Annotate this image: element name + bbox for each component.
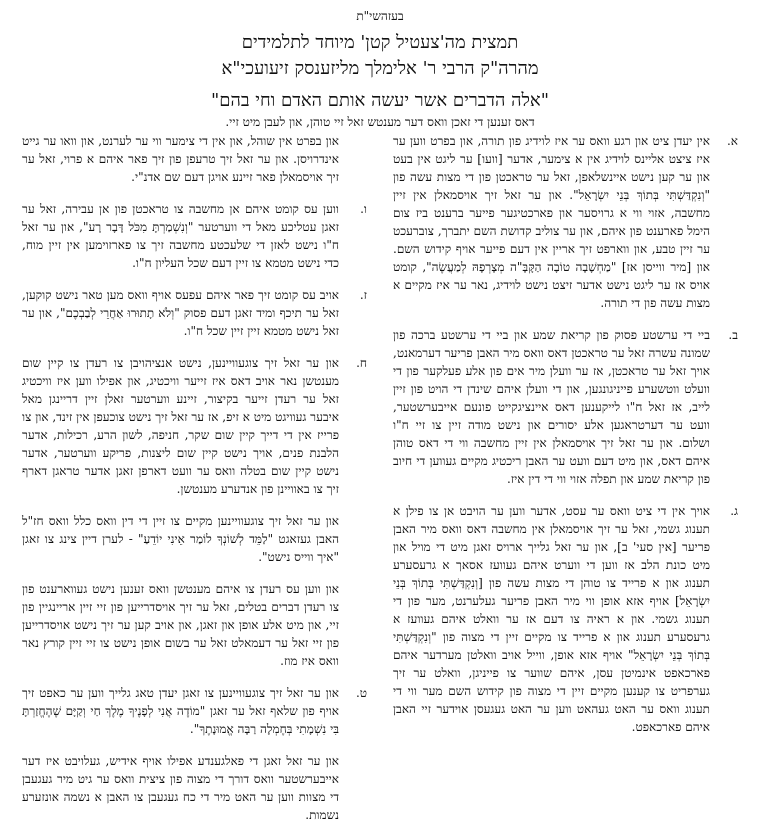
paragraph-text: און ער זאל זיך צוגעוויינען, נישט אנציהויבן צו רעדן צו קיין שום מענטשן נאר אויב דאס איז זייער וויכטיג, און אפילו ווען איז וויכטיג זאל ער רעדן זייער בקיצור, זיינע ווערטער זאלן זיין דריינגן מאל איבער געוויגט מיט א זיפ, אז ער זאל זיך נישט צוכעפן אין זינד, און צו פרייז אין די דייך קיין שום שקר, חניפה, לשון הרע, רכילות, אדער הלבנת פנים, אויך נישט קיין שום ליצנות, פריקע ווערטער, אדער נישט קיין שום בטלה וואס ער וועט דארפן זאגן אדער טראגן דארף זיך צו באוויינן פון אנדערע מענטשן. (22, 356, 339, 496)
paragraph-item (22, 354, 367, 498)
paragraph-item (393, 132, 738, 312)
paragraph-marker: ז. (359, 288, 367, 302)
bsd-mark: בעזהשי"ת (356, 9, 404, 23)
paragraph-item (22, 752, 367, 824)
paragraph-marker: א. (726, 134, 738, 148)
paragraph-item (22, 580, 367, 670)
paragraph-item (22, 512, 367, 566)
paragraph-text: און בפרט אין שוהל, און אין די צימער ווי ער לערנט, און וואו ער גייט אינדרויסן. און ער זאל זיך טרעפן פון זיך פאר איהם א פרוי, זאל ער זיך אויסמאלן פאר זיינע אויגן דעם שם אדנ"י. (22, 134, 339, 184)
paragraph-text: אין יעדן ציט און רגע וואס ער איז לוידיג פון תורה, און בפרט ווען ער איז ציצט אליינס לוידיג אין א צימער, אדער [וועו] ער ליגט אין בעט און ער קען נישט איינשלאפן, זאל ער טראכטן פון די מצות עשה פון "וְנִקְדַּשְׁתִּי בְּתוֹךְ בְּנֵי יִשְׂרָאֵל". און ער זאל זיך אויסמאלן אין זיין מחשבה, אזוי ווי א גרויסער און פארכטיגער פייער ברענט ביז צום הימל פארענט פון איהם, און ער צוליב קדושת השם יתברך, צוברעכט ער זיין טבע, און ווארפט זיך אריין אין דעם פייער אויף קידוש השם. און [מיר ווייסן אז] "מַחְשָׁבָה טוֹבָה הַקָּבָּ"ה מְצָרְפָהּ לְמַעֲשֶׂה", קומט אויס אז ער ליגט נישט אדער זיצט נישט לוידיג, נאר ער איז מקיים א מצות עשה פון די תורה. (393, 134, 710, 310)
paragraph-text: אויך אין די ציט וואס ער עסט, אדער ווען ער הויבט אן צו פילן א תענוג גשמי, זאל ער זיך אויסמאלן אין מחשבה דאס וואס מיר האבן פריער [אין סעי' ב], און ער זאל גלייך ארויס זאגן מיט די מויל און מיט כונת הלב אז ווען די ווערט איהם געוועז אסאך א גרעסערע תענוג און א פרייד צו טוהן די מצות עשה פון [וְנִקְדַּשְׁתִּי בְּתוֹךְ בְּנֵי יִשְׂרָאֵל] אויף אזא אופן ווי מיר האבן פריער געלערנט, מער פון די תענוג גשמי. און א ראיה צו דעם אז ער וואלט איהם געוועז א גרעסערע תענוג און א פרייד צו מקיים זיין די מצוה פון "וְנִקְדַּשְׁתִּי בְּתוֹךְ בְּנֵי יִשְׂרָאֵל" אויף אזא אופן, ווייל אויב וואלטן מערדער איהם פארכאפט אינמיטן עסן, איהם שווער צו פייניגן, וואלט ער זיך גערפריט צו קענען מקיים זיין די מצוה פון קידוש השם מער ווי די תענוג וואס ער האט געהאט ווען ער האט געגעסן אוידער זיי האבן איהם פארכאפט. (393, 504, 710, 734)
paragraph-item (22, 132, 367, 186)
paragraph-text: ווען עס קומט איהם אן מחשבה צו טראכטן פון אן עבירה, זאל ער זאגן עטליכע מאל די ווערטער "וְנִשְׁמַרְתָּ מִכֹּל דָּבָר רָע", און ער זאל ח"ו נישט לאזן די שלעכטע מחשבה זיך צו פארזוימען אין זיין מוח, כדי נישט מטמא צו זיין דעם שכל העליון ח"ו. (22, 202, 339, 270)
paragraph-marker (339, 752, 367, 824)
paragraph-text: און ווען עס רעדן צו איהם מענטשן וואס זענען נישט געווארענט פון צו רעדן דברים בטלים, זאל ער זיך אויסדרייען פון זיי זיין אריינגיין פון זיי, און מיט אלע אופן און זאגן, און אויב קען ער זיך נישט אויסדרייען פון זיי זאל ער דעמאלט זאל ער בשום אופן נישט צו זיי זיין קורץ נאר וואס איז מוז. (22, 582, 339, 668)
document-header (0, 0, 760, 130)
header-subtitle: דאס זענען די זאכן וואס דער מענטש זאל זיי טוהן, און לעבן מיט זיי. (225, 115, 535, 129)
paragraph-item (393, 326, 738, 488)
paragraph-marker: ו. (360, 202, 367, 216)
paragraph-text: ביי די ערשטע פסוק פון קריאת שמע און ביי די ערשטע ברכה פון שמונה עשרה זאל ער טראכטן דאס וואס מיר האבן פריער דערמאנט, אויך זאל ער טראכטן, אז ער וועלן מיר אים פון אלע פעלקער פון די וועלט ווטשערע פייניגונגען, און די וועלן איהם שינדן די הויט פון זיין לייב, אז זאל ח"ו לייקענען דאס איינציגקייט פונעם אייבערשטער, וועט ער דערטראגען אלע יסורים און נישט מודה זיין צו זיי ח"ו ושלום. און ער זאל זיך אויסמאלן אין זיין מחשבה ווי די דאס טוהן איהם דאס, און מיט דעם וועט ער האבן ריכטיג מקיים געווען די חיוב פון קריאת שמע און תפלה אזוי ווי די דין איז. (393, 328, 710, 486)
paragraph-text: און ער זאל זיך צוגעוויינען מקיים צו זיין די דין וואס כלל וואס חז"ל האבן געזאגט "לַמֵּד לְשׁוֹנְךָ לוֹמַר אֵינִי יוֹדֵעַ" - לערן דיין צינג צו זאגן "איך ווייס נישט". (22, 514, 339, 564)
document-author-line: מהרה"ק הרבי ר' אלימלך מליזענסק זיעועכי"א (221, 58, 539, 79)
paragraph-marker (339, 580, 367, 670)
paragraph-text: אויב עס קומט זיך פאר איהם עפעס אויף וואס מען טאר נישט קוקען, זאל ער תיכף ומיד זאגן דעם פסוק "וְלֹא תָתוּרוּ אַחֲרֵי לְבַבְכֶם", און ער זאל נישט מטמא זיין זיין שכל ח"ו. (22, 288, 339, 338)
paragraph-text: און ער זאל זאגן די פאלגענדע אפילו אויף אידיש, געלויבט איז דער אייבערשטער וואס דורך די מצוה פון ציצית וואס ער גיט מיר געגעבן די מצוות ווען ער האט מיר די כח געגעבן צו האבן א נשמה אונזערע נשמות. (22, 754, 339, 822)
paragraph-marker (339, 132, 367, 186)
paragraph-marker: ב. (728, 328, 738, 342)
paragraph-marker: ח. (356, 356, 367, 370)
paragraph-item (393, 502, 738, 736)
paragraph-marker (339, 512, 367, 566)
paragraph-marker: ג. (730, 504, 738, 518)
paragraph-marker: ט. (355, 686, 367, 700)
paragraph-text: און ער זאל זיך צוגעוויינען צו זאגן יעדן טאג גלייך ווען ער כאפט זיך אויף פון שלאף זאל ער זאגן "מוֹדֶה אֲנִי לְפָנֶיךָ מֶלֶךְ חַי וְקַיָּם שֶׁהֶחֱזַרְתָּ בִּי נִשְׁמָתִי בְּחֶמְלָה רַבָּה אֱמוּנָתֶךָ". (22, 686, 339, 736)
paragraph-item (22, 200, 367, 272)
paragraph-item (22, 286, 367, 340)
two-column-body (22, 132, 738, 822)
left-text-column (22, 132, 367, 822)
paragraph-item (22, 684, 367, 738)
right-text-column (393, 132, 738, 734)
document-title: תמצית מה'צעטיל קטן' מיוחד לתלמידים (241, 32, 519, 53)
header-quote: "אלה הדברים אשר יעשה אותם האדם וחי בהם" (211, 90, 549, 111)
